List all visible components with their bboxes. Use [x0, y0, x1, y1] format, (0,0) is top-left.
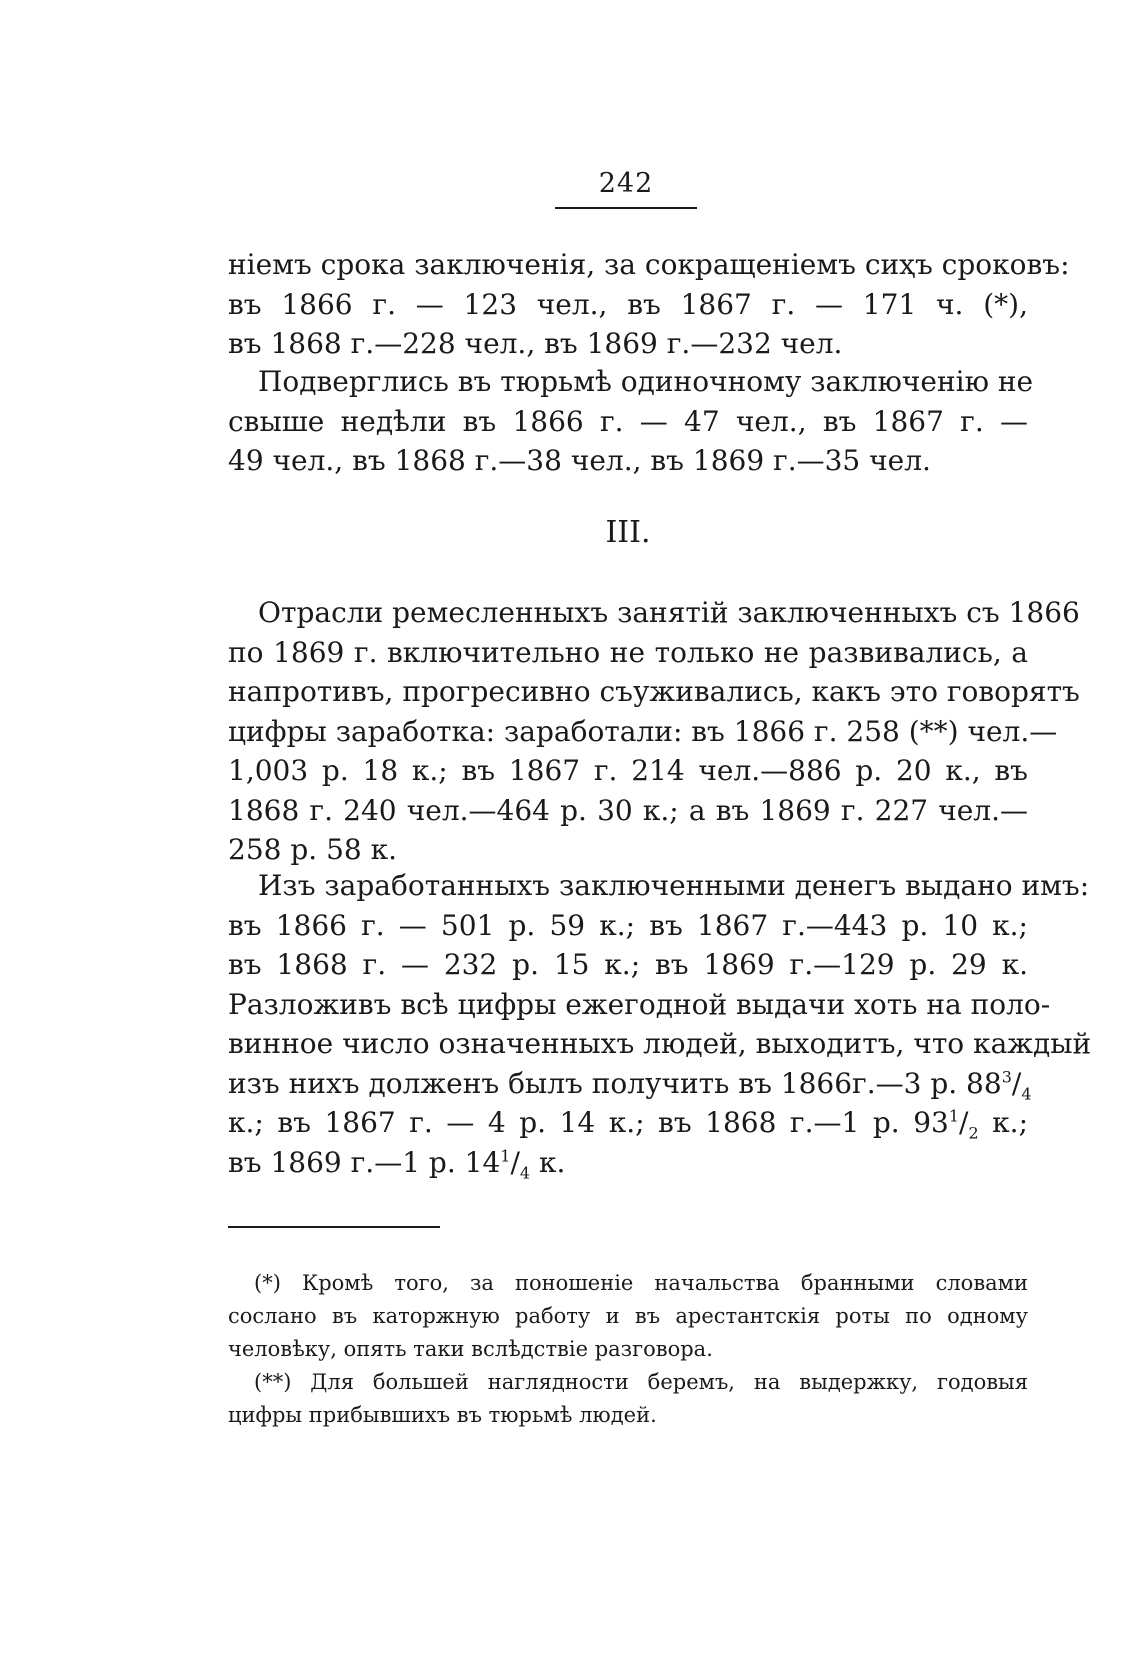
text-line: Разложивъ всѣ цифры ежегодной выдачи хоть на поло- [228, 987, 1051, 1021]
text-fragment: к.; [978, 1106, 1028, 1139]
fraction-denominator: 4 [1021, 1084, 1032, 1104]
paragraph-3 [228, 593, 1080, 870]
text-line: Отрасли ремесленныхъ занятій заключенныхъ съ 1866 [258, 596, 1080, 629]
text-line: 49 чел., въ 1868 г.—38 чел., въ 1869 г.—35 чел. [228, 444, 931, 477]
paragraph-4 [228, 866, 1092, 1183]
fraction-numerator: 3 [1001, 1067, 1012, 1087]
text-line-with-fraction: въ 1869 г.—1 р. $14^1/_4$ к. [228, 1145, 566, 1183]
text-line: по 1869 г. включительно не только не развивались, а [228, 635, 1028, 669]
footnotes [228, 1267, 1028, 1432]
footnote-line: человѣку, опять таки вслѣдствіе разговора. [228, 1337, 713, 1361]
text-line: напротивъ, прогресивно съуживались, какъ это говорятъ [228, 675, 1080, 708]
text-line: свыше недѣли въ 1866 г. — 47 чел., въ 1867 г. — [228, 404, 1028, 438]
footnote-rule [228, 1226, 440, 1228]
text-line: 1868 г. 240 чел.—464 р. 30 к.; а въ 1869 г. 227 чел.— [228, 793, 1028, 827]
text-line: въ 1866 г. — 123 чел., въ 1867 г. — 171 ч. (*), [228, 287, 1028, 321]
text-line: 1,003 р. 18 к.; въ 1867 г. 214 чел.—886 р. 20 к., въ [228, 754, 1028, 787]
text-line: ніемъ срока заключенія, за сокращеніемъ сиҳъ сроковъ: [228, 248, 1070, 281]
text-line: въ 1866 г. — 501 р. 59 к.; въ 1867 г.—443 р. 10 к.; [228, 908, 1028, 942]
text-line: винное число означенныхъ людей, выходитъ, что каждый [228, 1027, 1092, 1060]
text-fragment: к.; въ 1867 г. — 4 р. 14 к.; въ 1868 г.—1 р. 93 [228, 1106, 949, 1139]
text-fragment: к. [530, 1145, 566, 1179]
footnote-line: (**) Для большей наглядности беремъ, на выдержку, годовыя [254, 1370, 1028, 1394]
page-number: 242 [598, 168, 654, 199]
text-fragment: въ 1869 г.—1 р. 14 [228, 1145, 501, 1179]
paragraph-1 [228, 245, 1070, 364]
fraction-numerator: 1 [500, 1146, 511, 1166]
text-line: Изъ заработанныхъ заключенными денегъ выдано имъ: [258, 869, 1090, 902]
text-line-with-fraction: к.; въ 1867 г. — 4 р. 14 к.; въ 1868 г.—1 р. $93^1/_2$ к.; [228, 1106, 1028, 1143]
footnote-line: сослано въ каторжную работу и въ арестантскія роты по одному [228, 1304, 1028, 1328]
text-line: цифры заработка: заработали: въ 1866 г. 258 (**) чел.— [228, 714, 1058, 748]
text-line: 258 р. 58 к. [228, 833, 397, 866]
fraction-denominator: 4 [519, 1163, 531, 1183]
footnote-line: цифры прибывшихъ въ тюрьмѣ людей. [228, 1403, 657, 1427]
section-heading: III. [605, 515, 651, 550]
fraction-numerator: 1 [948, 1106, 960, 1126]
text-line-with-fraction: изъ нихъ долженъ былъ получить въ 1866г.—3 р. $88^3/_4$ [228, 1066, 1032, 1104]
text-line: въ 1868 г. — 232 р. 15 к.; въ 1869 г.—129 р. 29 к. [228, 948, 1028, 981]
paragraph-2 [228, 362, 1034, 481]
page-number-rule [555, 207, 697, 209]
text-line: Подверглись въ тюрьмѣ одиночному заключенію не [258, 365, 1034, 398]
fraction-denominator: 2 [968, 1123, 979, 1143]
text-fragment: изъ нихъ долженъ былъ получить въ 1866г.—3 р. 88 [228, 1066, 1002, 1100]
footnote-line: (*) Кромѣ того, за поношеніе начальства бранными словами [254, 1271, 1028, 1295]
text-line: въ 1868 г.—228 чел., въ 1869 г.—232 чел. [228, 327, 843, 360]
